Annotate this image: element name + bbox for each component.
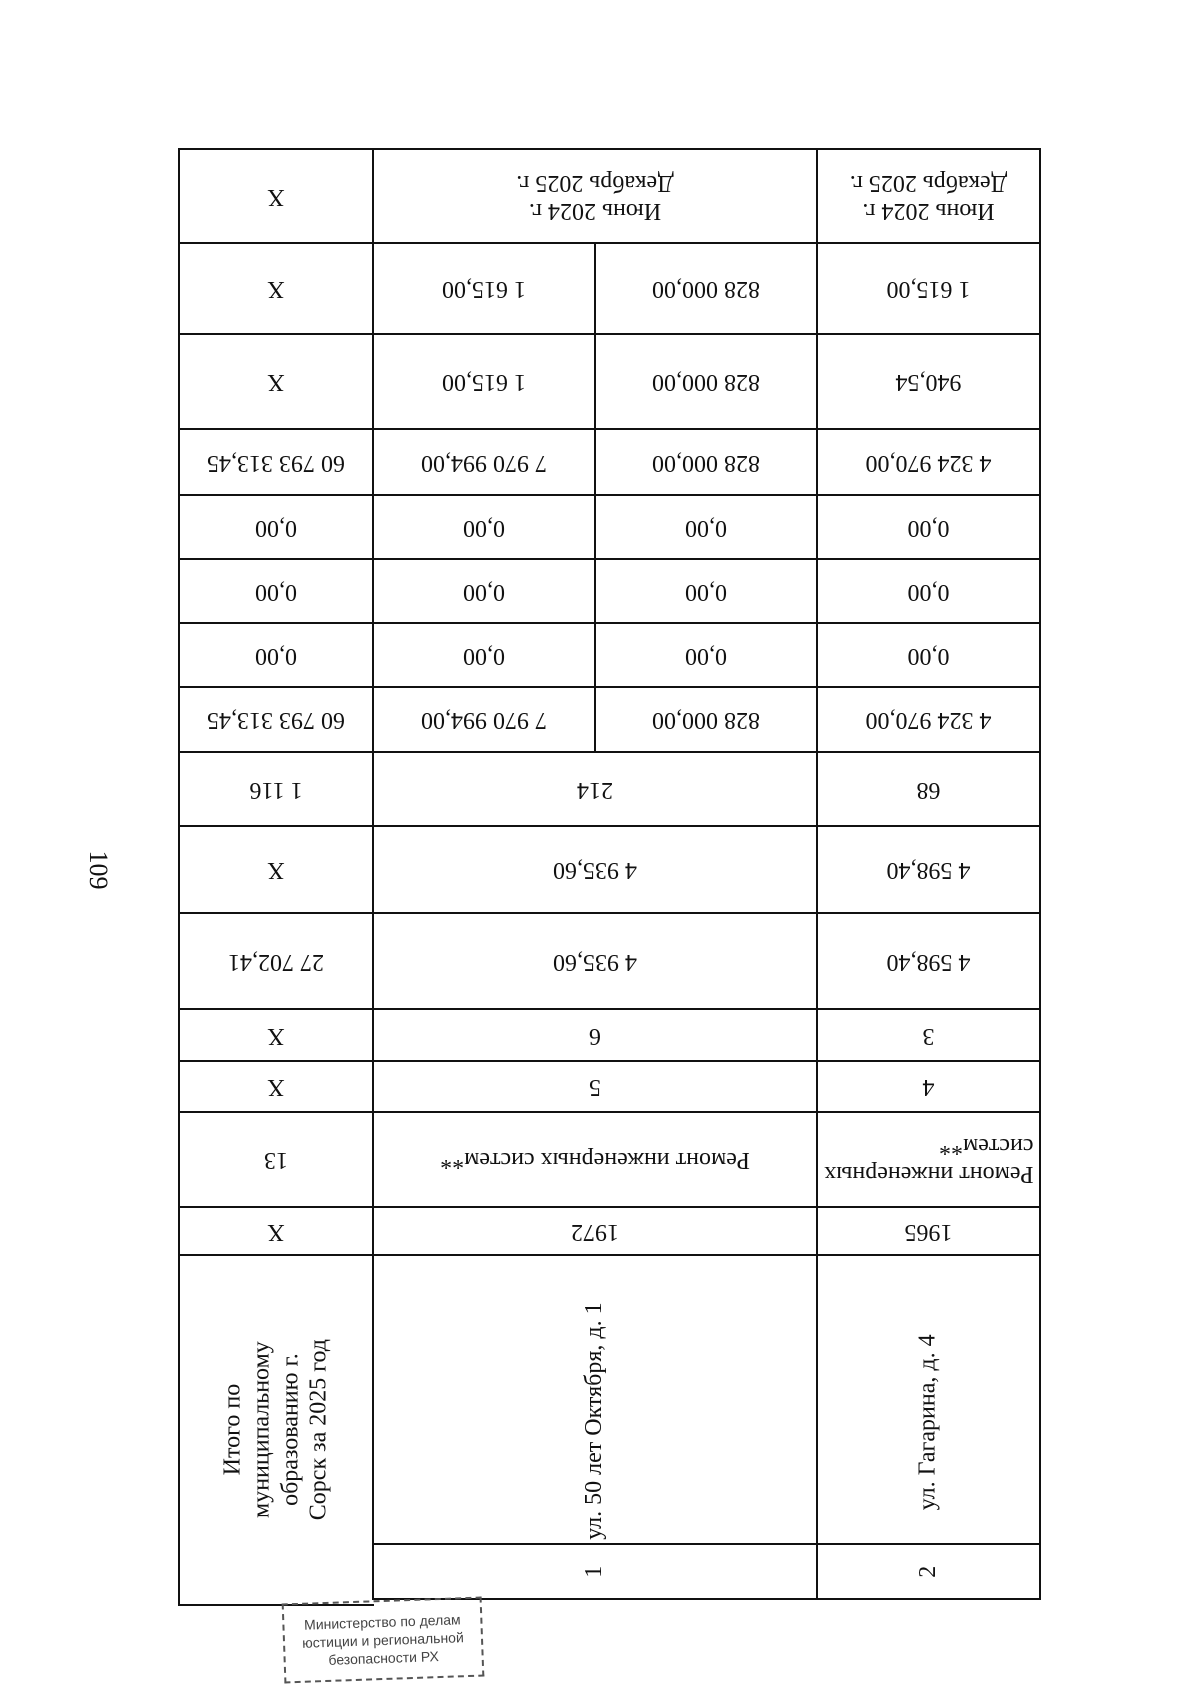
total-col7: Х: [267, 857, 285, 884]
row2-year: 1965: [904, 1218, 953, 1245]
row1-col16-line2: Декабрь 2025 г.: [516, 170, 674, 196]
row2-col4: 4: [922, 1074, 935, 1101]
row1-col11b: 0,00: [463, 578, 505, 605]
row2-col14: 940,54: [895, 369, 962, 396]
total-label-cell: [180, 1256, 372, 1604]
total-col9: 60 793 313,45: [207, 707, 345, 734]
row2-col10: 0,00: [907, 642, 950, 669]
row1-col9b: 7 970 994,00: [421, 707, 547, 734]
row2-work: Ремонт инженерных систем**: [824, 1133, 1034, 1188]
total-col8: 1 116: [249, 776, 303, 803]
row2-col15: 1 615,00: [886, 276, 971, 303]
row2-col9: 4 324 970,00: [865, 707, 992, 734]
row1-col8: 214: [577, 776, 613, 803]
row1-num-cell: [374, 1545, 816, 1598]
row2-col8: 68: [916, 776, 941, 803]
total-label: Итого по муниципальному образованию г. Сорск за 2025 год: [219, 1339, 332, 1521]
row1-col16-line1: Июнь 2024 г.: [528, 197, 662, 224]
total-col11: 0,00: [255, 578, 297, 605]
total-year: Х: [267, 1218, 285, 1245]
row1-num: 1: [581, 1565, 608, 1578]
page-number: 109: [84, 850, 113, 890]
row1-col14b: 1 615,00: [442, 369, 526, 396]
row2-num: 2: [914, 1565, 941, 1578]
row1-col10b: 0,00: [463, 642, 505, 669]
row2-col6: 4 598,40: [886, 948, 971, 975]
row1-col14a: 828 000,00: [652, 369, 760, 396]
row2-col16: [818, 150, 1039, 242]
row1-col4: 5: [589, 1074, 601, 1101]
row1-work: Ремонт инженерных систем**: [440, 1147, 750, 1174]
total-col10: 0,00: [255, 642, 297, 669]
row2-address-cell: [818, 1256, 1039, 1543]
row2-col11: 0,00: [907, 578, 950, 605]
row1-address-cell: [374, 1256, 816, 1543]
row1-col13b: 7 970 994,00: [421, 449, 547, 476]
row1-col5: 6: [589, 1022, 601, 1049]
stamp-line3: безопасности РХ: [328, 1648, 440, 1669]
total-col16: Х: [267, 183, 285, 210]
total-col15: Х: [267, 276, 285, 303]
total-col14: Х: [267, 369, 285, 396]
row1-col11a: 0,00: [685, 578, 727, 605]
row2-col16-line2: Декабрь 2025 г.: [849, 170, 1008, 196]
row1-col16: [374, 150, 816, 242]
row1-address: ул. 50 лет Октября, д. 1: [581, 1302, 608, 1540]
row1-col13a: 828 000,00: [652, 449, 760, 476]
total-col12: 0,00: [255, 514, 297, 541]
row2-col7: 4 598,40: [886, 857, 971, 884]
row2-col13: 4 324 970,00: [865, 449, 992, 476]
row1-col10a: 0,00: [685, 642, 727, 669]
row1-col9a: 828 000,00: [652, 707, 760, 734]
row2-address: ул. Гагарина, д. 4: [914, 1334, 941, 1510]
row2-col5: 3: [922, 1022, 935, 1049]
row2-work-cell: [818, 1113, 1039, 1206]
row2-col12: 0,00: [907, 514, 950, 541]
total-col6: 27 702,41: [228, 948, 324, 975]
stamp-line2: юстиции и региональной: [301, 1629, 465, 1651]
row1-col15b: 1 615,00: [442, 276, 526, 303]
total-col5: Х: [267, 1022, 285, 1049]
total-work: 13: [264, 1147, 288, 1174]
row1-col12b: 0,00: [463, 514, 505, 541]
row1-col6: 4 935,60: [553, 948, 637, 975]
row1-year: 1972: [571, 1218, 619, 1245]
row1-col12a: 0,00: [685, 514, 727, 541]
row2-num-cell: [818, 1545, 1039, 1598]
stamp-line1: Министерство по делам: [303, 1611, 461, 1633]
total-col13: 60 793 313,45: [207, 449, 345, 476]
row1-col15a: 828 000,00: [652, 276, 760, 303]
ministry-stamp: [282, 1597, 485, 1684]
row2-col16-line1: Июнь 2024 г.: [862, 197, 995, 224]
total-col4: Х: [267, 1074, 285, 1101]
row1-col7: 4 935,60: [553, 857, 637, 884]
